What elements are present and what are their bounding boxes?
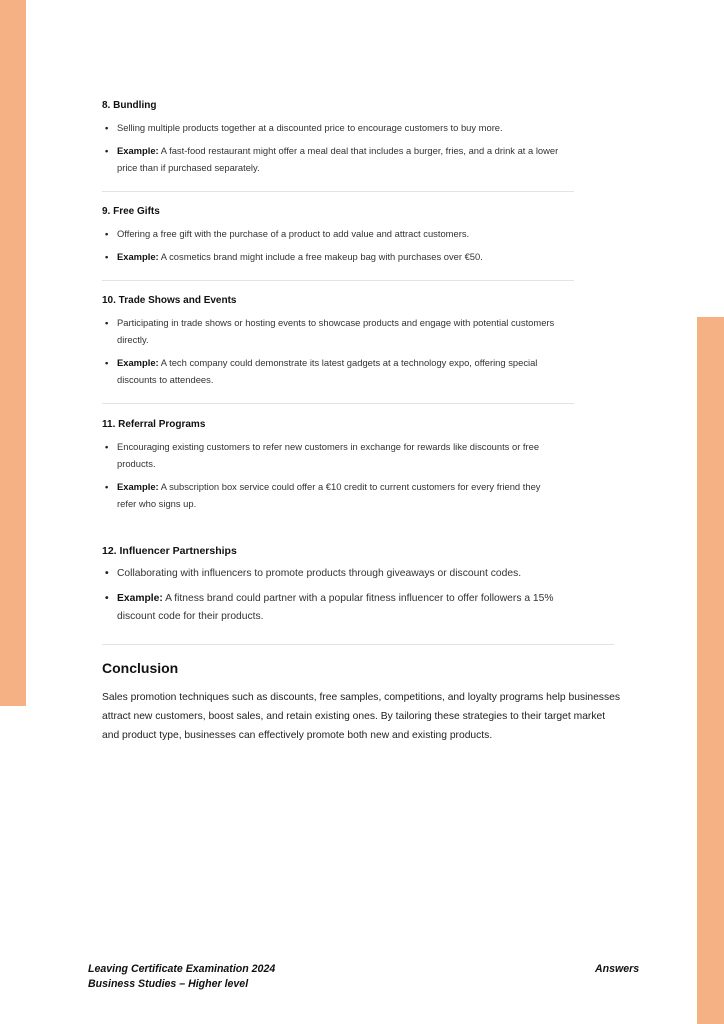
list-item: • Encouraging existing customers to refer new customers in exchange for rewards like discounts or free products. xyxy=(102,438,562,472)
conclusion-heading: Conclusion xyxy=(102,660,179,676)
section-free-gifts xyxy=(102,206,562,265)
footer-answers-label: Answers xyxy=(595,963,640,975)
list-item: • Example: A tech company could demonstrate its latest gadgets at a technology expo, offering special discounts to attendees. xyxy=(102,354,562,388)
list-item: • Example: A fitness brand could partner with a popular fitness influencer to offer followers a 15% discount code for their products. xyxy=(102,590,582,626)
bullet-list xyxy=(102,119,562,176)
list-item: • Example: A subscription box service could offer a €10 credit to current customers for every friend they refer who signs up. xyxy=(102,478,562,512)
section-heading: 10. Trade Shows and Events xyxy=(102,295,237,306)
divider xyxy=(102,191,574,192)
footer-exam-title: Leaving Certificate Examination 2024 xyxy=(88,963,276,975)
bullet-list xyxy=(102,225,562,265)
right-accent-bar xyxy=(697,317,724,1024)
divider xyxy=(102,644,614,645)
bullet-list xyxy=(102,565,582,626)
divider xyxy=(102,403,574,404)
footer-subject: Business Studies – Higher level xyxy=(88,978,249,990)
section-influencer-partnerships xyxy=(102,545,582,626)
list-item: • Offering a free gift with the purchase of a product to add value and attract customers. xyxy=(102,225,562,242)
section-heading: 11. Referral Programs xyxy=(102,419,206,430)
conclusion-paragraph: Sales promotion techniques such as discounts, free samples, competitions, and loyalty programs help businesses attract new customers, boost sales, and retain existing ones. By tailoring these strategies to their target market and product type, businesses can effectively promote both new and existing products. xyxy=(102,692,620,741)
left-accent-bar xyxy=(0,0,26,706)
divider xyxy=(102,280,574,281)
section-heading: 9. Free Gifts xyxy=(102,206,160,217)
footer-exam-info xyxy=(88,962,275,992)
list-item: • Example: A cosmetics brand might include a free makeup bag with purchases over €50. xyxy=(102,248,562,265)
list-item: • Participating in trade shows or hosting events to showcase products and engage with potential customers directly. xyxy=(102,314,562,348)
bullet-list xyxy=(102,438,562,512)
section-trade-shows xyxy=(102,295,562,388)
list-item: • Example: A fast-food restaurant might offer a meal deal that includes a burger, fries, and a drink at a lower price than if purchased separately. xyxy=(102,142,562,176)
section-heading: 8. Bundling xyxy=(102,100,157,111)
section-heading: 12. Influencer Partnerships xyxy=(102,545,237,557)
section-bundling xyxy=(102,100,562,176)
bullet-list xyxy=(102,314,562,388)
section-referral-programs xyxy=(102,419,562,512)
list-item: • Selling multiple products together at a discounted price to encourage customers to buy more. xyxy=(102,119,562,136)
list-item: • Collaborating with influencers to promote products through giveaways or discount codes. xyxy=(102,565,582,583)
